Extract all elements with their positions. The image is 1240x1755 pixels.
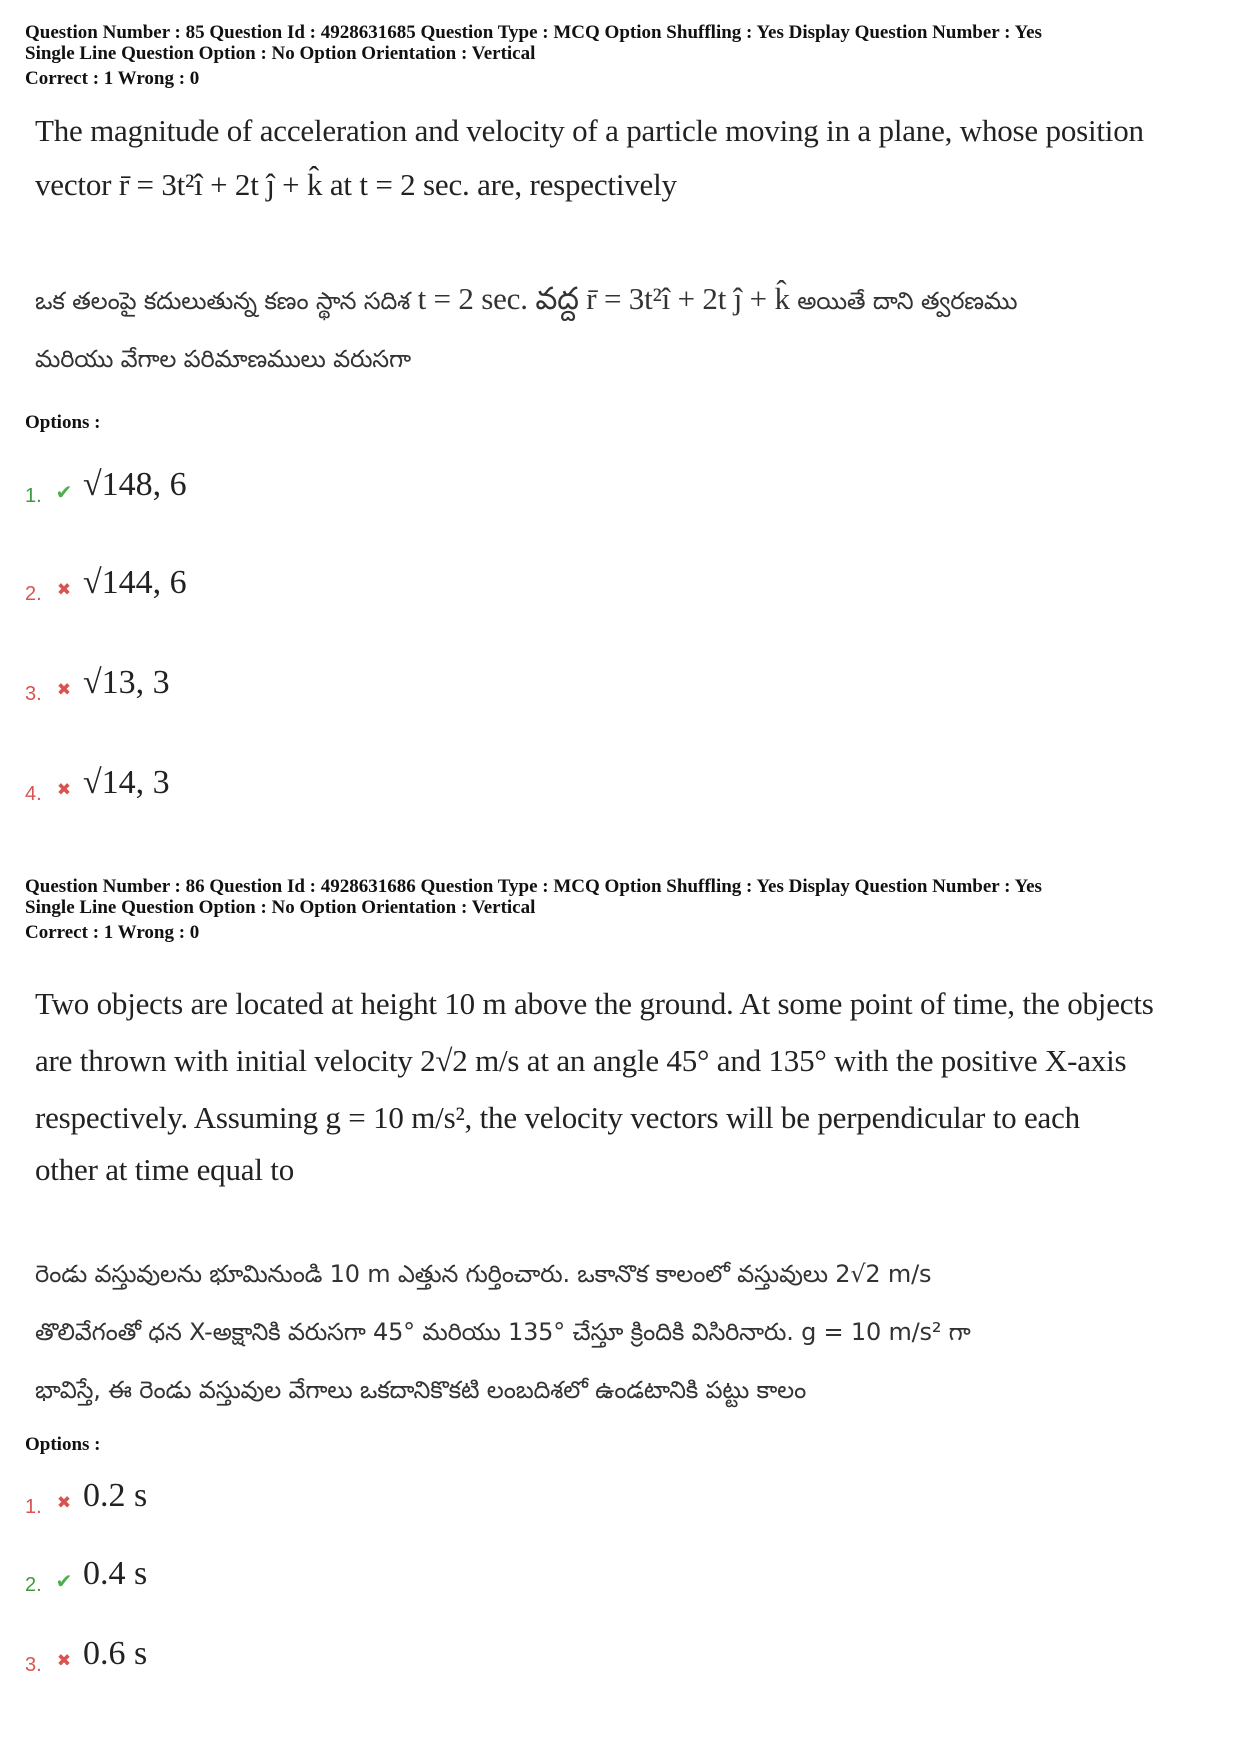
question-text-line: The magnitude of acceleration and velocity of a particle moving in a plane, whose position — [35, 113, 1144, 148]
position-vector-formula: r̄ = 3t²î + 2t ĵ + k̂ — [586, 281, 790, 316]
option-number: 2. — [25, 1573, 42, 1596]
option-value: 0.4 s — [83, 1555, 148, 1592]
question-text-line — [35, 158, 1220, 212]
option-rest: , 6 — [152, 564, 187, 601]
question-meta-line2: Single Line Question Option : No Option Orientation : Vertical — [25, 897, 536, 918]
question-meta-line1: Question Number : 86 Question Id : 4928631686 Question Type : MCQ Option Shuffling : Yes Display Question Number : Yes — [25, 876, 1042, 897]
option-2[interactable] — [25, 1544, 147, 1604]
question-text-line-telugu: తొలివేగంతో ధన X-అక్షానికి వరుసగా 45° మరియు 135° చేస్తూ క్రిందికి విసిరినారు. g = 10 m/s² గా — [35, 1318, 971, 1346]
question-text-line-telugu: భావిస్తే, ఈ రెండు వస్తువుల వేగాలు ఒకదానికొకటి లంబదిశలో ఉండటానికి పట్టు కాలం — [35, 1376, 807, 1404]
option-radicand: 14 — [101, 764, 136, 801]
options-label: Options : — [25, 412, 101, 433]
question-85-options — [25, 412, 1220, 434]
question-85-english — [25, 104, 1220, 212]
option-3[interactable] — [25, 653, 170, 713]
option-rest: , 3 — [135, 664, 170, 701]
check-icon: ✔ — [55, 1570, 73, 1593]
option-value: √148, 6 — [83, 466, 187, 503]
question-86-telugu — [25, 1245, 1220, 1419]
option-number: 3. — [25, 1653, 42, 1676]
position-vector-formula: r̄ = 3t²î + 2t ĵ + k̂ — [118, 167, 323, 202]
option-value: 0.6 s — [83, 1635, 148, 1672]
question-86-english — [25, 975, 1220, 1194]
option-radicand: 148 — [101, 466, 153, 503]
option-rest: , 6 — [152, 466, 187, 503]
telugu-fragment: అయితే దాని త్వరణము — [797, 287, 1018, 315]
cross-icon: ✖ — [56, 680, 72, 699]
option-value: √144, 6 — [83, 564, 187, 601]
option-1[interactable] — [25, 1466, 147, 1526]
question-meta-line1: Question Number : 85 Question Id : 4928631685 Question Type : MCQ Option Shuffling : Yes Display Question Number : Yes — [25, 22, 1042, 43]
option-rest: , 3 — [135, 764, 170, 801]
option-number: 4. — [25, 782, 42, 805]
option-value: √14, 3 — [83, 764, 170, 801]
telugu-fragment-math: t = 2 sec. వద్ద — [417, 281, 579, 316]
telugu-fragment: ఒక తలంపై కదులుతున్న కణం స్థాన సదిశ — [35, 287, 411, 315]
option-radicand: 144 — [101, 564, 153, 601]
option-3[interactable] — [25, 1624, 147, 1684]
question-text-line-telugu — [35, 270, 1220, 330]
question-text-fragment: at t = 2 sec. are, respectively — [329, 167, 677, 202]
question-85-telugu — [25, 270, 1220, 388]
question-86-options — [25, 1434, 1220, 1456]
cross-icon: ✖ — [56, 1493, 72, 1512]
cross-icon: ✖ — [56, 780, 72, 799]
option-radicand: 13 — [101, 664, 136, 701]
question-86-meta — [25, 876, 1220, 943]
question-score: Correct : 1 Wrong : 0 — [25, 68, 200, 89]
option-4[interactable] — [25, 753, 170, 813]
option-number: 3. — [25, 682, 42, 705]
options-label: Options : — [25, 1434, 101, 1455]
option-value: √13, 3 — [83, 664, 170, 701]
cross-icon: ✖ — [56, 1651, 72, 1670]
cross-icon: ✖ — [56, 580, 72, 599]
question-text-line: respectively. Assuming g = 10 m/s², the velocity vectors will be perpendicular to each — [35, 1100, 1080, 1135]
option-number: 2. — [25, 582, 42, 605]
option-number: 1. — [25, 1495, 42, 1518]
question-85-option-list — [25, 455, 1220, 805]
check-icon: ✔ — [55, 481, 73, 504]
option-value: 0.2 s — [83, 1477, 148, 1514]
question-score: Correct : 1 Wrong : 0 — [25, 922, 200, 943]
question-meta-line2: Single Line Question Option : No Option Orientation : Vertical — [25, 43, 536, 64]
question-text-line-telugu: మరియు వేగాల పరిమాణములు వరుసగా — [35, 345, 411, 373]
question-text-line: are thrown with initial velocity 2√2 m/s at an angle 45° and 135° with the positive X-axis — [35, 1043, 1127, 1078]
question-86-option-list — [25, 1466, 1220, 1676]
question-text-line: Two objects are located at height 10 m above the ground. At some point of time, the objects — [35, 986, 1154, 1021]
question-85-meta — [25, 22, 1220, 89]
option-1[interactable] — [25, 455, 187, 515]
option-2[interactable] — [25, 553, 187, 613]
question-text-fragment: vector — [35, 167, 112, 202]
question-text-line: other at time equal to — [35, 1152, 295, 1187]
option-number: 1. — [25, 484, 42, 507]
question-text-line-telugu: రెండు వస్తువులను భూమినుండి 10 m ఎత్తున గుర్తించారు. ఒకానొక కాలంలో వస్తువులు 2√2 m/s — [35, 1260, 932, 1288]
